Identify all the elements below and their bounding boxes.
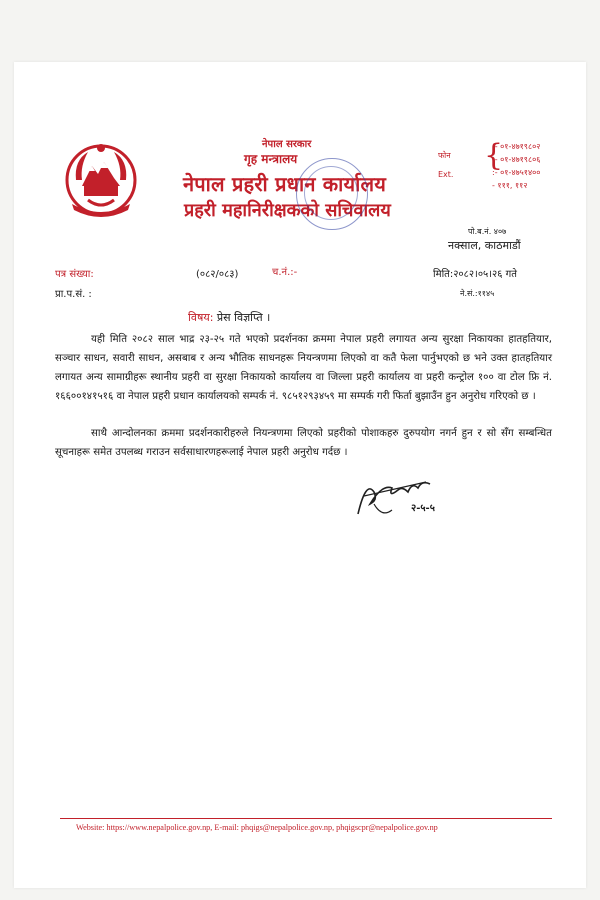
office-title: नेपाल प्रहरी प्रधान कार्यालय <box>183 172 387 196</box>
nepal-emblem-icon <box>58 140 144 222</box>
government-line: नेपाल सरकार <box>262 139 312 150</box>
office-stamp <box>296 158 368 230</box>
footer-contact: Website: https://www.nepalpolice.gov.np, E-mail: phqigs@nepalpolice.gov.np, phqigscpr@nepalpolice.gov.np <box>76 823 438 832</box>
phone-number-2: :- ०१-४७१९८०६ <box>492 155 541 164</box>
letter-date: मिति:२०८२।०५।२६ गते <box>433 269 517 280</box>
body-paragraph-2-text: साथै आन्दोलनका क्रममा प्रदर्शनकारीहरुले नियन्त्रणमा लिएको प्रहरीको पोशाकहरु दुरुपयोग नगर्न हुन र सो सँग सम्बन्धित सूचनाहरू समेत उपलब्ध गराउन सर्वसाधारणहरूलाई नेपाल प्रहरी अनुरोध गर्दछ । <box>55 428 552 458</box>
po-box: पो.ब.नं. ४०७ <box>468 227 507 236</box>
brace-icon: { <box>484 138 504 173</box>
body-paragraph-2 <box>55 424 552 462</box>
address-location: नक्साल, काठमाडौं <box>448 239 521 252</box>
body-paragraph-1 <box>55 330 552 406</box>
footer-divider <box>60 818 552 819</box>
letter-number-label: पत्र संख्या: <box>55 269 94 280</box>
ministry-line: गृह मन्त्रालय <box>244 152 298 166</box>
phone-number-1: :- ०१-४७१९८०२ <box>492 142 541 151</box>
body-paragraph-1-text: यही मिति २०८२ साल भाद्र २३-२५ गते भएको प्रदर्शनका क्रममा नेपाल प्रहरी लगायत अन्य सुरक्षा निकायका हातहतियार, सञ्चार साधन, सवारी साधन, असबाब र अन्य भौतिक साधनहरू नियन्त्रणमा लिएको वा कतै फेला पार्नुभएको छ भने उक्त हातहतियार लगायत अन्य सामाग्रीहरू स्थानीय प्रहरी वा सुरक्षा निकायको कार्यालय वा जिल्ला प्रहरी कार्यालय वा प्रहरी कन्ट्रोल १०० वा टोल फ्रि नं. १६६००१४१५१६ वा नेपाल प्रहरी प्रधान कार्यालयको सम्पर्क नं. ९८५१२९३४५९ मा सम्पर्क गरी फिर्ता बुझाउँन हुन अनुरोध गरिएको छ । <box>55 334 552 402</box>
po-number-label: प्रा.प.सं. : <box>55 289 92 300</box>
reference-number: ने.सं.:११४५ <box>460 289 495 298</box>
fiscal-year: (०८२/०८३) <box>196 269 239 280</box>
ext-label: Ext. <box>438 170 454 179</box>
subject-label: विषय: <box>188 311 214 324</box>
subject-text: प्रेस विज्ञप्ति । <box>216 311 271 324</box>
subject-line <box>188 310 270 325</box>
signature-date: २-५-५ <box>411 503 435 514</box>
extension-numbers: - १११, ११२ <box>492 181 528 190</box>
phone-label: फोन <box>438 151 451 160</box>
phone-number-3: :- ०१-४७५१४०० <box>492 168 541 177</box>
secretariat-title: प्रहरी महानिरीक्षकको सचिवालय <box>184 200 391 221</box>
dispatch-number-label: च.नं.:- <box>272 267 298 278</box>
